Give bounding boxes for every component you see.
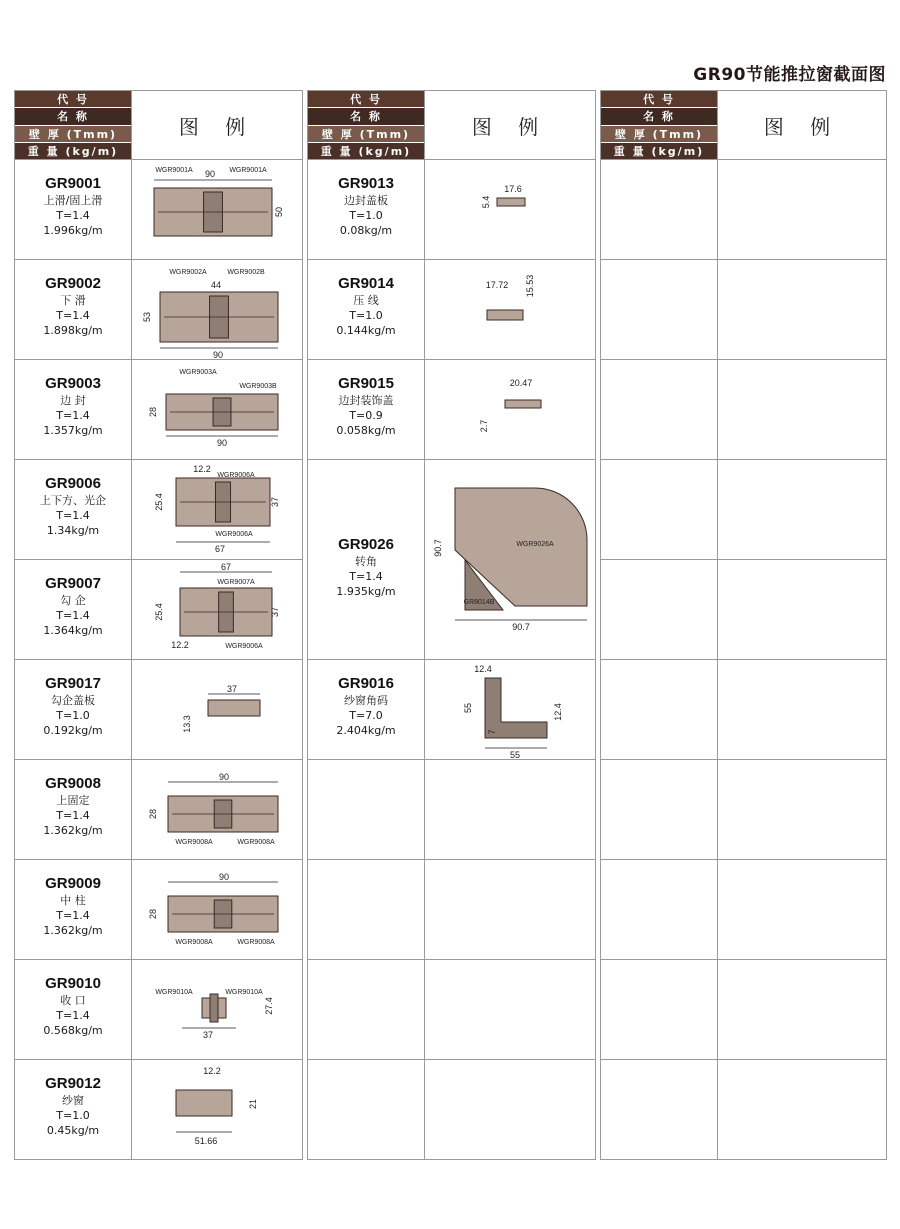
part-tag: WGR9001A [229, 167, 267, 174]
profile-info [15, 660, 132, 760]
profile-name: 边封装饰盖 [338, 394, 394, 407]
profile-name: 上固定 [56, 794, 90, 807]
profile-info [15, 1060, 132, 1160]
part-tag: WGR9008A [175, 839, 213, 846]
profile-drawing [132, 760, 303, 860]
profile-info [15, 260, 132, 360]
dimension-label: 7 [487, 729, 497, 735]
dimension-label: 15.53 [525, 274, 535, 298]
empty-cell [718, 1060, 887, 1160]
profile-thickness: T=0.9 [349, 409, 383, 422]
profile-name: 勾 企 [60, 594, 86, 607]
profile-name: 中 柱 [60, 894, 86, 907]
profile-info [308, 160, 425, 260]
dimension-label: 55 [463, 702, 473, 714]
profile-code: GR9008 [45, 775, 101, 792]
profile-thickness: T=1.4 [56, 509, 90, 522]
dimension-label: 17.72 [485, 280, 509, 290]
profile-name: 纱窗角码 [344, 694, 388, 707]
dimension-label: 37 [270, 606, 280, 618]
dimension-label: 44 [210, 280, 222, 290]
profile-shape [208, 700, 260, 716]
profile-thickness: T=1.0 [56, 1109, 90, 1122]
profile-name: 勾企盖板 [51, 694, 95, 707]
profile-svg [132, 560, 303, 659]
dimension-label: 37 [226, 684, 238, 694]
empty-cell [601, 360, 718, 460]
profile-drawing [132, 560, 303, 660]
table-row [15, 760, 887, 860]
dimension-label: 55 [509, 750, 521, 759]
profile-shape [487, 310, 523, 320]
profile-drawing [425, 460, 596, 660]
header-thickness: 壁 厚 (Tmm) [601, 126, 717, 143]
profile-svg [132, 860, 303, 959]
dimension-label: 12.2 [203, 1066, 221, 1076]
profile-code: GR9010 [45, 975, 101, 992]
part-tag: WGR9006A [217, 472, 255, 479]
part-tag: WGR9008A [237, 939, 275, 946]
column-gap [303, 560, 308, 660]
empty-cell [718, 260, 887, 360]
dimension-label: 53 [142, 311, 152, 323]
profile-drawing [132, 160, 303, 260]
empty-cell [425, 860, 596, 960]
profile-info [15, 760, 132, 860]
profile-name: 转角 [355, 554, 377, 568]
table-row [15, 260, 887, 360]
part-tag: WGR9002A [169, 269, 207, 276]
profile-shape [497, 198, 525, 206]
part-tag: WGR9001A [155, 167, 193, 174]
profile-core [210, 994, 218, 1022]
header-legend: 图 例 [425, 91, 596, 160]
empty-cell [601, 560, 718, 660]
dimension-label: 17.6 [504, 184, 522, 194]
profile-info [15, 360, 132, 460]
profile-info [15, 960, 132, 1060]
dimension-label: 67 [214, 544, 226, 554]
profile-shape [505, 400, 541, 408]
profile-drawing [132, 960, 303, 1060]
profile-svg [132, 260, 303, 359]
profile-name: 压 线 [353, 294, 379, 307]
profile-svg [425, 260, 596, 359]
profile-info [15, 860, 132, 960]
profile-weight: 2.404kg/m [336, 724, 396, 737]
table-row [15, 360, 887, 460]
dimension-label: 90 [212, 350, 224, 359]
profile-weight: 1.364kg/m [43, 624, 103, 637]
empty-cell [425, 960, 596, 1060]
dimension-label: 90 [216, 438, 228, 448]
profile-info [308, 360, 425, 460]
profile-drawing [132, 460, 303, 560]
part-tag: WGR9010A [225, 989, 263, 996]
profile-code: GR9016 [338, 675, 394, 692]
dimension-label: 25.4 [154, 493, 164, 511]
header-code: 代 号 [15, 91, 131, 108]
profile-code: GR9009 [45, 875, 101, 892]
dimension-label: 37 [270, 496, 280, 508]
profile-drawing [132, 1060, 303, 1160]
dimension-label: 27.4 [264, 997, 274, 1015]
header-name: 名 称 [15, 108, 131, 125]
profile-weight: 1.357kg/m [43, 424, 103, 437]
empty-cell [308, 760, 425, 860]
profile-weight: 1.362kg/m [43, 824, 103, 837]
profile-name: 下 滑 [60, 294, 86, 307]
table-row [15, 160, 887, 260]
dimension-label: 2.7 [479, 419, 489, 433]
empty-cell [601, 160, 718, 260]
dimension-label: 28 [148, 908, 158, 920]
empty-cell [308, 860, 425, 960]
profile-svg [425, 160, 596, 259]
dimension-label: 90 [218, 872, 230, 882]
empty-cell [718, 760, 887, 860]
dimension-label: 90.7 [512, 622, 530, 632]
profile-svg [425, 660, 596, 759]
profile-weight: 1.996kg/m [43, 224, 103, 237]
profile-code: GR9003 [45, 375, 101, 392]
dimension-label: 20.47 [509, 378, 533, 388]
profile-thickness: T=1.0 [56, 709, 90, 722]
profile-info [15, 560, 132, 660]
profile-weight: 0.45kg/m [46, 1124, 100, 1137]
profile-weight: 0.058kg/m [336, 424, 396, 437]
profile-code: GR9007 [45, 575, 101, 592]
profile-svg [132, 160, 303, 259]
header-thickness: 壁 厚 (Tmm) [308, 126, 424, 143]
profile-weight: 0.144kg/m [336, 324, 396, 337]
dimension-label: 13.3 [182, 715, 192, 733]
profile-drawing [132, 260, 303, 360]
empty-cell [425, 760, 596, 860]
profile-info [15, 460, 132, 560]
header-weight: 重 量 (kg/m) [15, 143, 131, 159]
part-tag: WGR9006A [225, 643, 263, 650]
profile-svg [132, 460, 303, 559]
angle-profile-shape [485, 678, 547, 738]
profile-drawing [425, 260, 596, 360]
dimension-label: 21 [248, 1098, 258, 1110]
profile-info [308, 660, 425, 760]
profile-code: GR9017 [45, 675, 101, 692]
part-tag: WGR9003A [179, 369, 217, 376]
profile-thickness: T=1.4 [56, 209, 90, 222]
profile-thickness: T=1.4 [56, 409, 90, 422]
header-labels-2 [308, 91, 425, 160]
dimension-label: 90 [218, 772, 230, 782]
profile-weight: 0.192kg/m [43, 724, 103, 737]
profile-weight: 1.34kg/m [46, 524, 100, 537]
dimension-label: 25.4 [154, 603, 164, 621]
header-legend: 图 例 [718, 91, 887, 160]
dimension-label: 28 [148, 406, 158, 418]
profile-weight: 0.08kg/m [339, 224, 393, 237]
empty-cell [718, 160, 887, 260]
profile-thickness: T=1.4 [349, 569, 383, 583]
profile-thickness: T=1.4 [56, 1009, 90, 1022]
part-tag: WGR9026A [516, 541, 554, 548]
empty-cell [601, 860, 718, 960]
profile-drawing [425, 660, 596, 760]
table-row [15, 860, 887, 960]
profile-name: 边 封 [60, 394, 86, 407]
profile-thickness: T=1.4 [56, 609, 90, 622]
dimension-label: 67 [220, 562, 232, 572]
profile-name: 纱窗 [62, 1094, 84, 1107]
dimension-label: 37 [202, 1030, 214, 1040]
profile-name: 收 口 [60, 994, 86, 1007]
profile-drawing [132, 360, 303, 460]
dimension-label: 12.2 [193, 464, 211, 474]
empty-cell [601, 260, 718, 360]
empty-cell [718, 560, 887, 660]
dimension-label: 5.4 [481, 195, 491, 209]
profile-weight: 1.362kg/m [43, 924, 103, 937]
profile-name: 边封盖板 [344, 194, 388, 207]
header-weight: 重 量 (kg/m) [308, 143, 424, 159]
profile-info [308, 260, 425, 360]
table-row [15, 460, 887, 560]
profile-drawing [132, 860, 303, 960]
empty-cell [601, 660, 718, 760]
dimension-label: 90.7 [433, 539, 443, 557]
header-row [15, 91, 887, 160]
empty-cell [718, 460, 887, 560]
profile-code: GR9001 [45, 175, 101, 192]
dimension-label: 51.66 [194, 1136, 218, 1146]
dimension-label: 50 [274, 206, 284, 218]
empty-cell [425, 1060, 596, 1160]
empty-cell [718, 860, 887, 960]
table-row [15, 1060, 887, 1160]
part-tag: WGR9010A [155, 989, 193, 996]
profile-drawing [425, 360, 596, 460]
empty-cell [601, 1060, 718, 1160]
header-thickness: 壁 厚 (Tmm) [15, 126, 131, 143]
header-weight: 重 量 (kg/m) [601, 143, 717, 159]
header-code: 代 号 [601, 91, 717, 108]
dimension-label: 12.4 [553, 703, 563, 721]
part-tag: WGR9008A [237, 839, 275, 846]
header-name: 名 称 [601, 108, 717, 125]
profile-thickness: T=1.4 [56, 309, 90, 322]
part-tag: WGR9008A [175, 939, 213, 946]
profile-thickness: T=7.0 [349, 709, 383, 722]
profile-code: GR9006 [45, 475, 101, 492]
empty-cell [601, 760, 718, 860]
profile-code: GR9014 [338, 275, 394, 292]
empty-cell [308, 960, 425, 1060]
profile-drawing [132, 660, 303, 760]
profile-info [308, 460, 425, 660]
page-title: GR90节能推拉窗截面图 [693, 65, 886, 85]
table-row [15, 660, 887, 760]
header-labels-1 [15, 91, 132, 160]
empty-cell [718, 960, 887, 1060]
profile-weight: 1.935kg/m [336, 584, 396, 598]
profile-drawing [425, 160, 596, 260]
profile-svg [132, 1060, 303, 1159]
dimension-label: 12.4 [474, 664, 492, 674]
part-tag: WGR9003B [239, 383, 277, 390]
table-row [15, 960, 887, 1060]
profile-thickness: T=1.4 [56, 909, 90, 922]
profile-svg [132, 360, 303, 459]
empty-cell [718, 660, 887, 760]
empty-cell [718, 360, 887, 460]
profile-svg [132, 760, 303, 859]
profile-name: 上滑/固上滑 [43, 194, 103, 207]
empty-cell [601, 960, 718, 1060]
empty-cell [308, 1060, 425, 1160]
profile-weight: 1.898kg/m [43, 324, 103, 337]
part-tag: GR8014B [463, 599, 495, 606]
profile-code: GR9012 [45, 1075, 101, 1092]
profile-svg [425, 360, 596, 459]
part-tag: WGR9002B [227, 269, 265, 276]
header-legend: 图 例 [132, 91, 303, 160]
header-labels-3 [601, 91, 718, 160]
profile-code: GR9013 [338, 175, 394, 192]
dimension-label: 12.2 [171, 640, 189, 650]
profile-code: GR9015 [338, 375, 394, 392]
profile-thickness: T=1.4 [56, 809, 90, 822]
profile-svg [425, 460, 596, 658]
profile-info [15, 160, 132, 260]
profile-thickness: T=1.0 [349, 309, 383, 322]
dimension-label: 90 [204, 169, 216, 179]
profile-shape [176, 1090, 232, 1116]
profile-svg [132, 960, 303, 1059]
profile-thickness: T=1.0 [349, 209, 383, 222]
dimension-label: 28 [148, 808, 158, 820]
profile-code: GR9026 [338, 535, 394, 553]
empty-cell [601, 460, 718, 560]
header-code: 代 号 [308, 91, 424, 108]
part-tag: WGR9006A [215, 531, 253, 538]
header-name: 名 称 [308, 108, 424, 125]
profile-name: 上下方、光企 [40, 494, 106, 507]
profile-code: GR9002 [45, 275, 101, 292]
section-table [14, 90, 887, 1160]
part-tag: WGR9007A [217, 579, 255, 586]
profile-svg [132, 660, 303, 759]
profile-weight: 0.568kg/m [43, 1024, 103, 1037]
